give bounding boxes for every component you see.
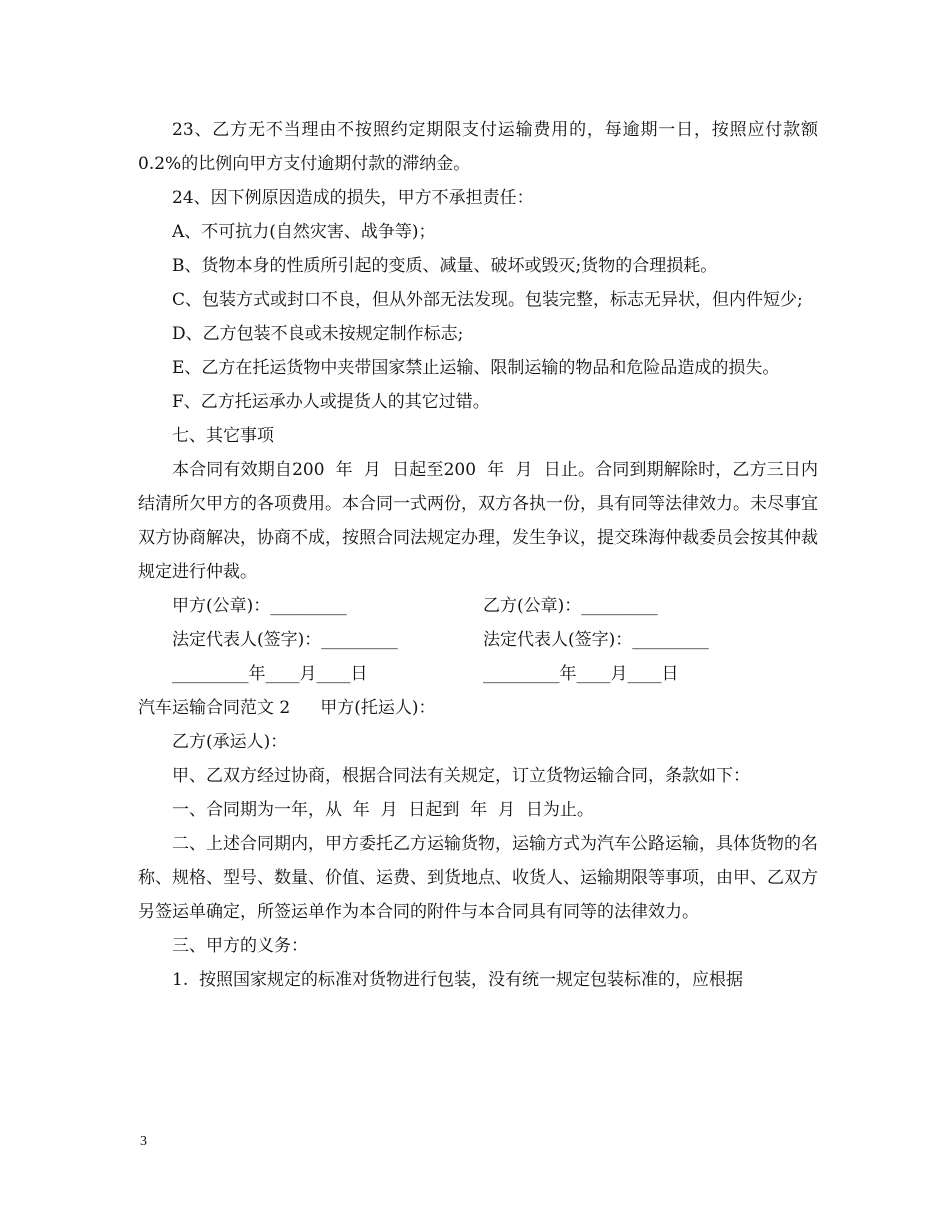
section-2-party-a: 甲方(托运人)： [320, 698, 436, 718]
intro-paragraph: 甲、乙双方经过协商，根据合同法有关规定，订立货物运输合同，条款如下： [172, 766, 750, 786]
clause-c: C、包装方式或封口不良，但从外部无法发现。包装完整，标志无异状，但内件短少; [172, 290, 803, 310]
clause-d: D、乙方包装不良或未按规定制作标志; [172, 324, 464, 344]
scope-paragraph: 二、上述合同期内，甲方委托乙方运输货物，运输方式为汽车公路运输，具体货物的名称、规格、型号、数量、价值、运费、到货地点、收货人、运输期限等事项，由甲、乙双方另签运单确定，所签运单作为本合同的附件与本合同具有同等的法律效力。 [138, 834, 818, 922]
document-body [138, 113, 818, 997]
section-2-title: 汽车运输合同范文 2 [138, 698, 291, 718]
signature-row-rep [138, 623, 818, 657]
term-paragraph: 一、合同期为一年，从 年 月 日起到 年 月 日为止。 [172, 800, 594, 820]
duty-1-paragraph: 1. 按照国家规定的标准对货物进行包装，没有统一规定包装标准的，应根据 [172, 970, 744, 990]
section-heading-other: 七、其它事项 [172, 426, 274, 446]
party-a-representative: 法定代表人(签字)：_________ [172, 630, 398, 650]
section-2-heading [138, 691, 818, 725]
signature-row-seal [138, 589, 818, 623]
party-b-representative: 法定代表人(签字)：_________ [483, 630, 709, 650]
signature-row-date [138, 657, 818, 691]
party-a-duties-heading: 三、甲方的义务： [172, 936, 308, 956]
page-number: 3 [140, 1134, 147, 1149]
paragraph-23: 23、乙方无不当理由不按照约定期限支付运输费用的，每逾期一日，按照应付款额0.2%的比例向甲方支付逾期付款的滞纳金。 [138, 120, 818, 174]
party-a-date: _________年____月____日 [172, 664, 368, 684]
clause-e: E、乙方在托运货物中夹带国家禁止运输、限制运输的物品和危险品造成的损失。 [172, 358, 780, 378]
clause-b: B、货物本身的性质所引起的变质、减量、破坏或毁灭;货物的合理损耗。 [172, 256, 718, 276]
party-a-seal: 甲方(公章)：_________ [172, 596, 347, 616]
paragraph-24: 24、因下例原因造成的损失，甲方不承担责任： [172, 188, 534, 208]
validity-paragraph: 本合同有效期自200 年 月 日起至200 年 月 日止。合同到期解除时，乙方三日内结清所欠甲方的各项费用。本合同一式两份，双方各执一份，具有同等法律效力。未尽事宜双方协商解决，协商不成，按照合同法规定办理，发生争议，提交珠海仲裁委员会按其仲裁规定进行仲裁。 [138, 460, 818, 582]
clause-a: A、不可抗力(自然灾害、战争等)； [172, 222, 436, 242]
party-b-line: 乙方(承运人)： [172, 732, 288, 752]
party-b-seal: 乙方(公章)：_________ [483, 596, 658, 616]
party-b-date: _________年____月____日 [483, 664, 679, 684]
clause-f: F、乙方托运承办人或提货人的其它过错。 [172, 392, 490, 412]
